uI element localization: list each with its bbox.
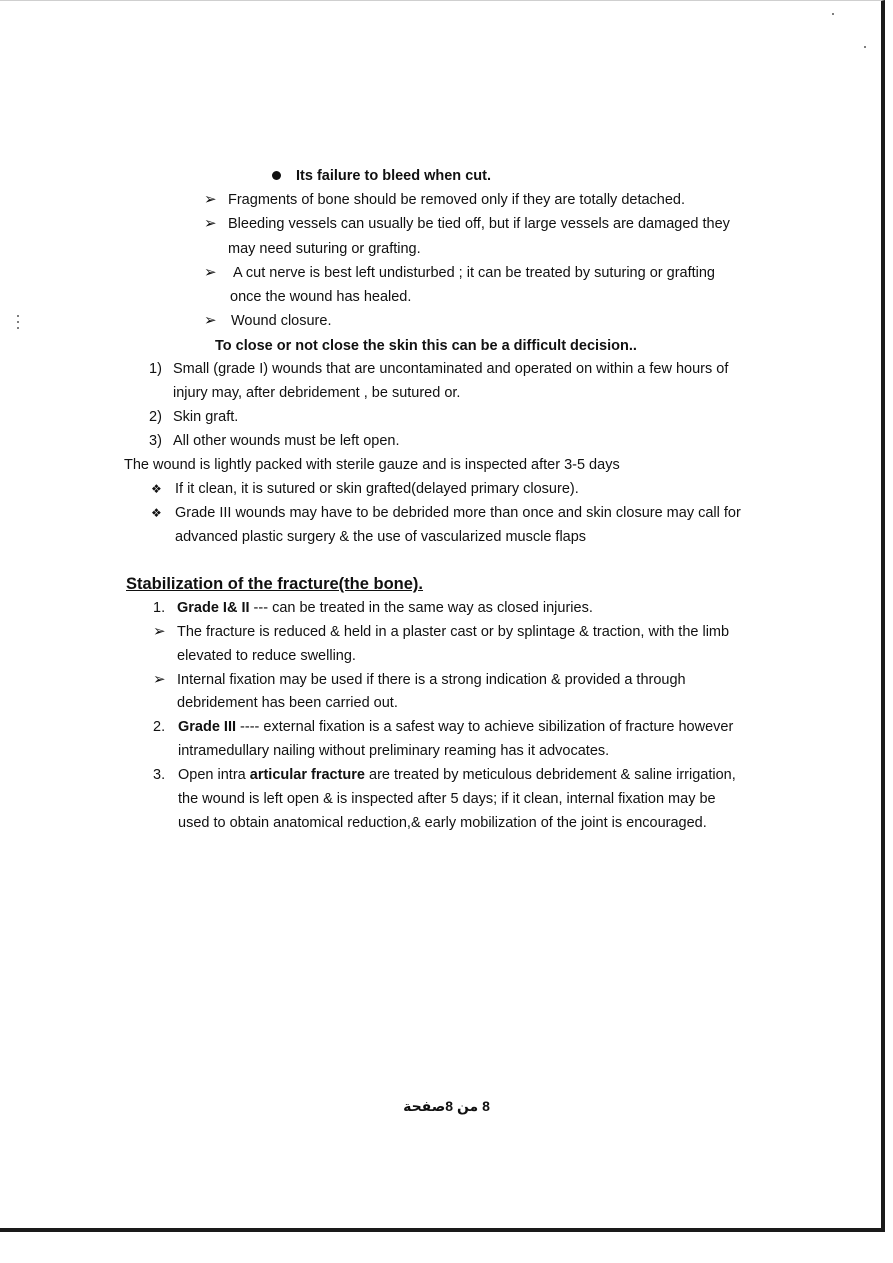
scan-speck [864, 46, 866, 48]
closure-text: Wound closure. [231, 313, 332, 329]
arrow-bullet-icon: ➢ [204, 312, 217, 329]
stab-item-2-bold: Grade III [178, 719, 237, 735]
diamond-item-line: advanced plastic surgery & the use of vascularized muscle flaps [175, 529, 587, 545]
scan-speck [832, 13, 834, 15]
bleeding-text-line1: Bleeding vessels can usually be tied off, but if large vessels are damaged they [228, 216, 730, 232]
diamond-item-line: Grade III wounds may have to be debrided more than once and skin closure may call for [175, 505, 741, 521]
arrow-bullet-icon: ➢ [204, 215, 217, 232]
wound-item-line: Skin graft. [173, 409, 239, 425]
diamond-bullet-icon: ❖ [151, 482, 161, 496]
stab-item-3-line3: used to obtain anatomical reduction,& early mobilization of the joint is encouraged. [178, 815, 707, 831]
stab-item-1-text [177, 598, 593, 618]
top-bullet-text: Its failure to bleed when cut. [296, 168, 491, 184]
wound-item-line: injury may, after debridement , be sutured or. [173, 385, 461, 401]
close-decision-heading: To close or not close the skin this can be a difficult decision.. [215, 338, 637, 354]
arrow-bullet-icon: ➢ [153, 623, 166, 640]
diamond-bullet-icon: ❖ [151, 506, 161, 520]
stab-item-number: 2. [153, 719, 166, 735]
wound-item-line: Small (grade I) wounds that are uncontaminated and operated on within a few hours of [173, 361, 729, 377]
wound-item-line: All other wounds must be left open. [173, 433, 400, 449]
page-number-footer: 8 من 8صفحة [403, 1098, 490, 1114]
arrow-bullet-icon: ➢ [204, 191, 217, 208]
wound-item-number: 2) [149, 409, 162, 425]
stab-item-number: 1. [153, 600, 166, 616]
stab-item-1-bold: Grade I& II [177, 600, 250, 616]
diamond-item-line: If it clean, it is sutured or skin grafted(delayed primary closure). [175, 481, 579, 497]
stab-arrow-line: Internal fixation may be used if there is a strong indication & provided a through [177, 672, 686, 688]
stab-item-3-text [178, 765, 736, 785]
bullet-dot-icon [272, 166, 281, 186]
scan-speck [17, 315, 19, 317]
stab-item-1-rest: --- can be treated in the same way as closed injuries. [249, 600, 593, 616]
stab-arrow-line: debridement has been carried out. [177, 695, 398, 711]
stab-item-2-text [178, 717, 733, 737]
nerve-text-line1: A cut nerve is best left undisturbed ; it can be treated by suturing or grafting [233, 265, 715, 281]
scan-speck [17, 321, 19, 323]
fragments-text: Fragments of bone should be removed only if they are totally detached. [228, 192, 686, 208]
wound-item-number: 1) [149, 361, 162, 377]
stab-item-3-bold: articular fracture [249, 767, 365, 783]
nerve-text-line2: once the wound has healed. [230, 289, 412, 305]
stab-item-2-line2: intramedullary nailing without preliminary reaming has it advocates. [178, 743, 610, 759]
stab-item-3-rest: are treated by meticulous debridement & saline irrigation, [365, 767, 736, 783]
packed-gauze-text: The wound is lightly packed with sterile gauze and is inspected after 3-5 days [124, 457, 620, 473]
arrow-bullet-icon: ➢ [153, 671, 166, 688]
scan-speck [17, 327, 19, 329]
stab-arrow-line: The fracture is reduced & held in a plaster cast or by splintage & traction, with the limb [177, 624, 730, 640]
stab-item-3-line2: the wound is left open & is inspected after 5 days; if it clean, internal fixation may be [178, 791, 716, 807]
stab-item-number: 3. [153, 767, 166, 783]
wound-item-number: 3) [149, 433, 162, 449]
bleeding-text-line2: may need suturing or grafting. [228, 241, 421, 257]
stab-item-3-pre: Open intra [178, 767, 250, 783]
stab-item-2-rest: ---- external fixation is a safest way to achieve sibilization of fracture however [236, 719, 734, 735]
stab-arrow-line: elevated to reduce swelling. [177, 648, 356, 664]
arrow-bullet-icon: ➢ [204, 264, 217, 281]
stabilization-heading: Stabilization of the fracture(the bone). [126, 575, 424, 593]
